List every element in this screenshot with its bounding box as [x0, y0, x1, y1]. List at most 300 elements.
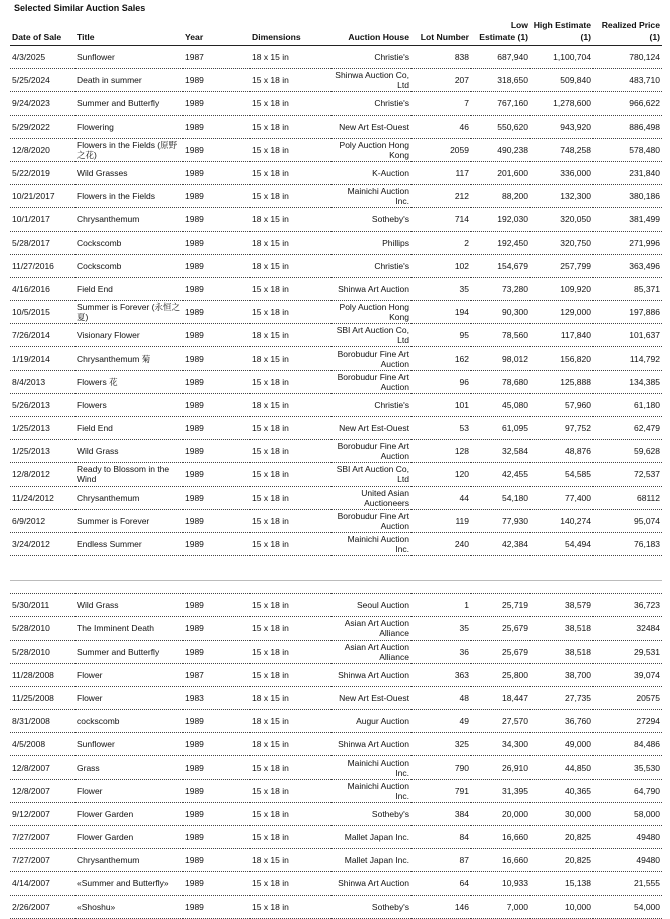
cell-date: 5/28/2017	[10, 231, 75, 254]
cell-title: Chrysanthemum	[75, 208, 183, 231]
cell-title: The Imminent Death	[75, 617, 183, 640]
cell-low-estimate: 192,030	[471, 208, 530, 231]
cell-date: 8/4/2013	[10, 370, 75, 393]
cell-lot-number: 117	[411, 161, 471, 184]
cell-dimensions: 15 x 18 in	[250, 138, 331, 161]
cell-title: Flower	[75, 686, 183, 709]
cell-lot-number: 48	[411, 686, 471, 709]
table-row	[10, 440, 662, 463]
cell-year: 1989	[183, 509, 250, 532]
cell-year: 1989	[183, 393, 250, 416]
table-row	[10, 277, 662, 300]
cell-lot-number: 102	[411, 254, 471, 277]
cell-lot-number: 36	[411, 640, 471, 663]
table-row	[10, 115, 662, 138]
cell-high-estimate: 509,840	[530, 69, 593, 92]
cell-date: 11/24/2012	[10, 486, 75, 509]
table-row	[10, 802, 662, 825]
cell-high-estimate: 54,494	[530, 532, 593, 555]
cell-year: 1989	[183, 594, 250, 617]
table-row	[10, 393, 662, 416]
cell-title: Summer is Forever	[75, 509, 183, 532]
cell-dimensions: 15 x 18 in	[250, 640, 331, 663]
cell-high-estimate: 320,750	[530, 231, 593, 254]
cell-year: 1989	[183, 802, 250, 825]
table-row	[10, 347, 662, 370]
table-row	[10, 185, 662, 208]
section-gap	[10, 556, 662, 581]
cell-auction-house: Sotheby's	[331, 802, 411, 825]
cell-lot-number: 95	[411, 324, 471, 347]
cell-lot-number: 162	[411, 347, 471, 370]
cell-date: 5/30/2011	[10, 594, 75, 617]
cell-year: 1989	[183, 710, 250, 733]
cell-lot-number: 49	[411, 710, 471, 733]
cell-date: 10/1/2017	[10, 208, 75, 231]
cell-title: Flowering	[75, 115, 183, 138]
cell-year: 1989	[183, 115, 250, 138]
cell-date: 2/26/2007	[10, 895, 75, 918]
cell-low-estimate: 154,679	[471, 254, 530, 277]
cell-title: Chrysanthemum	[75, 849, 183, 872]
cell-high-estimate: 49,000	[530, 733, 593, 756]
cell-lot-number: 46	[411, 115, 471, 138]
cell-year: 1989	[183, 185, 250, 208]
header-realized-price: Realized Price (1)	[593, 16, 662, 46]
table-row	[10, 92, 662, 115]
cell-year: 1989	[183, 532, 250, 555]
cell-realized-price: 54,000	[593, 895, 662, 918]
cell-realized-price: 36,723	[593, 594, 662, 617]
cell-date: 9/12/2007	[10, 802, 75, 825]
cell-year: 1989	[183, 138, 250, 161]
cell-low-estimate: 550,620	[471, 115, 530, 138]
cell-title: Flower Garden	[75, 802, 183, 825]
header-auction-house: Auction House	[331, 16, 411, 46]
cell-title: Endless Summer	[75, 532, 183, 555]
cell-dimensions: 15 x 18 in	[250, 69, 331, 92]
cell-auction-house: Sotheby's	[331, 208, 411, 231]
table-row	[10, 417, 662, 440]
cell-date: 4/5/2008	[10, 733, 75, 756]
cell-low-estimate: 26,910	[471, 756, 530, 779]
cell-auction-house: Mainichi Auction Inc.	[331, 185, 411, 208]
cell-dimensions: 15 x 18 in	[250, 895, 331, 918]
cell-year: 1989	[183, 895, 250, 918]
cell-realized-price: 59,628	[593, 440, 662, 463]
cell-low-estimate: 687,940	[471, 46, 530, 69]
cell-high-estimate: 38,518	[530, 640, 593, 663]
cell-auction-house: Mainichi Auction Inc.	[331, 756, 411, 779]
cell-lot-number: 2	[411, 231, 471, 254]
cell-date: 1/25/2013	[10, 417, 75, 440]
cell-dimensions: 15 x 18 in	[250, 417, 331, 440]
cell-title: Cockscomb	[75, 231, 183, 254]
cell-date: 4/14/2007	[10, 872, 75, 895]
cell-realized-price: 20575	[593, 686, 662, 709]
cell-date: 8/31/2008	[10, 710, 75, 733]
cell-realized-price: 32484	[593, 617, 662, 640]
cell-dimensions: 18 x 15 in	[250, 686, 331, 709]
cell-lot-number: 128	[411, 440, 471, 463]
cell-auction-house: New Art Est-Ouest	[331, 115, 411, 138]
cell-year: 1989	[183, 231, 250, 254]
cell-high-estimate: 156,820	[530, 347, 593, 370]
cell-low-estimate: 78,680	[471, 370, 530, 393]
cell-dimensions: 18 x 15 in	[250, 347, 331, 370]
cell-title: Sunflower	[75, 733, 183, 756]
cell-lot-number: 838	[411, 46, 471, 69]
cell-date: 4/3/2025	[10, 46, 75, 69]
cell-realized-price: 197,886	[593, 301, 662, 324]
table-row	[10, 779, 662, 802]
cell-title: Wild Grass	[75, 440, 183, 463]
cell-high-estimate: 36,760	[530, 710, 593, 733]
cell-realized-price: 72,537	[593, 463, 662, 486]
cell-dimensions: 15 x 18 in	[250, 872, 331, 895]
cell-year: 1989	[183, 617, 250, 640]
cell-realized-price: 21,555	[593, 872, 662, 895]
cell-title: Summer is Forever (永恒之夏)	[75, 301, 183, 324]
cell-dimensions: 15 x 18 in	[250, 301, 331, 324]
cell-lot-number: 64	[411, 872, 471, 895]
cell-low-estimate: 16,660	[471, 826, 530, 849]
cell-lot-number: 35	[411, 617, 471, 640]
cell-date: 7/26/2014	[10, 324, 75, 347]
cell-title: Flower	[75, 779, 183, 802]
cell-high-estimate: 40,365	[530, 779, 593, 802]
cell-lot-number: 120	[411, 463, 471, 486]
cell-year: 1983	[183, 686, 250, 709]
header-dimensions: Dimensions	[250, 16, 331, 46]
table-row	[10, 509, 662, 532]
cell-year: 1989	[183, 756, 250, 779]
cell-year: 1989	[183, 849, 250, 872]
cell-high-estimate: 27,735	[530, 686, 593, 709]
cell-auction-house: Asian Art Auction Alliance	[331, 617, 411, 640]
cell-dimensions: 15 x 18 in	[250, 277, 331, 300]
cell-high-estimate: 57,960	[530, 393, 593, 416]
cell-dimensions: 15 x 18 in	[250, 617, 331, 640]
cell-low-estimate: 34,300	[471, 733, 530, 756]
cell-title: Sunflower	[75, 46, 183, 69]
cell-realized-price: 49480	[593, 826, 662, 849]
cell-high-estimate: 15,138	[530, 872, 593, 895]
cell-auction-house: Poly Auction Hong Kong	[331, 138, 411, 161]
cell-low-estimate: 31,395	[471, 779, 530, 802]
cell-high-estimate: 30,000	[530, 802, 593, 825]
cell-date: 5/22/2019	[10, 161, 75, 184]
cell-low-estimate: 25,800	[471, 663, 530, 686]
cell-lot-number: 1	[411, 594, 471, 617]
cell-high-estimate: 109,920	[530, 277, 593, 300]
cell-auction-house: Mainichi Auction Inc.	[331, 532, 411, 555]
cell-high-estimate: 336,000	[530, 161, 593, 184]
cell-dimensions: 18 x 15 in	[250, 254, 331, 277]
cell-title: Chrysanthemum	[75, 486, 183, 509]
cell-realized-price: 64,790	[593, 779, 662, 802]
cell-low-estimate: 192,450	[471, 231, 530, 254]
cell-title: Grass	[75, 756, 183, 779]
cell-year: 1989	[183, 417, 250, 440]
table-row	[10, 756, 662, 779]
table-row	[10, 301, 662, 324]
cell-auction-house: Borobudur Fine Art Auction	[331, 509, 411, 532]
cell-realized-price: 62,479	[593, 417, 662, 440]
cell-auction-house: Christie's	[331, 393, 411, 416]
cell-auction-house: Poly Auction Hong Kong	[331, 301, 411, 324]
cell-auction-house: Shinwa Art Auction	[331, 872, 411, 895]
cell-dimensions: 18 x 15 in	[250, 733, 331, 756]
cell-date: 5/28/2010	[10, 640, 75, 663]
cell-auction-house: SBI Art Auction Co, Ltd	[331, 463, 411, 486]
cell-high-estimate: 320,050	[530, 208, 593, 231]
cell-date: 6/9/2012	[10, 509, 75, 532]
cell-year: 1989	[183, 347, 250, 370]
cell-dimensions: 15 x 18 in	[250, 463, 331, 486]
cell-high-estimate: 38,518	[530, 617, 593, 640]
cell-auction-house: Shinwa Art Auction	[331, 663, 411, 686]
cell-dimensions: 15 x 18 in	[250, 115, 331, 138]
cell-low-estimate: 318,650	[471, 69, 530, 92]
cell-low-estimate: 98,012	[471, 347, 530, 370]
header-title: Title	[75, 16, 183, 46]
cell-high-estimate: 257,799	[530, 254, 593, 277]
cell-title: Wild Grass	[75, 594, 183, 617]
cell-high-estimate: 10,000	[530, 895, 593, 918]
cell-year: 1989	[183, 208, 250, 231]
cell-title: «Shoshu»	[75, 895, 183, 918]
cell-realized-price: 381,499	[593, 208, 662, 231]
cell-date: 5/28/2010	[10, 617, 75, 640]
table-row	[10, 254, 662, 277]
cell-dimensions: 15 x 18 in	[250, 779, 331, 802]
table-row	[10, 138, 662, 161]
cell-dimensions: 15 x 18 in	[250, 663, 331, 686]
cell-date: 3/24/2012	[10, 532, 75, 555]
cell-high-estimate: 1,100,704	[530, 46, 593, 69]
table-row	[10, 208, 662, 231]
cell-date: 10/21/2017	[10, 185, 75, 208]
cell-realized-price: 49480	[593, 849, 662, 872]
cell-date: 1/19/2014	[10, 347, 75, 370]
cell-auction-house: Shinwa Art Auction	[331, 733, 411, 756]
table-row	[10, 826, 662, 849]
cell-year: 1989	[183, 486, 250, 509]
cell-realized-price: 76,183	[593, 532, 662, 555]
cell-auction-house: Shinwa Auction Co, Ltd	[331, 69, 411, 92]
cell-title: Flowers in the Fields (原野之花)	[75, 138, 183, 161]
cell-title: Wild Grasses	[75, 161, 183, 184]
cell-realized-price: 29,531	[593, 640, 662, 663]
cell-date: 5/25/2024	[10, 69, 75, 92]
table-row	[10, 594, 662, 617]
cell-realized-price: 886,498	[593, 115, 662, 138]
cell-auction-house: Shinwa Art Auction	[331, 277, 411, 300]
cell-realized-price: 35,530	[593, 756, 662, 779]
cell-dimensions: 18 x 15 in	[250, 849, 331, 872]
header-low-estimate: Low Estimate (1)	[471, 16, 530, 46]
cell-year: 1989	[183, 640, 250, 663]
cell-realized-price: 68112	[593, 486, 662, 509]
cell-year: 1989	[183, 370, 250, 393]
cell-year: 1987	[183, 46, 250, 69]
cell-dimensions: 18 x 15 in	[250, 208, 331, 231]
cell-dimensions: 18 x 15 in	[250, 231, 331, 254]
header-lot-number: Lot Number	[411, 16, 471, 46]
cell-low-estimate: 20,000	[471, 802, 530, 825]
cell-title: Visionary Flower	[75, 324, 183, 347]
cell-low-estimate: 88,200	[471, 185, 530, 208]
cell-low-estimate: 25,719	[471, 594, 530, 617]
cell-realized-price: 114,792	[593, 347, 662, 370]
cell-high-estimate: 117,840	[530, 324, 593, 347]
table-row	[10, 617, 662, 640]
cell-low-estimate: 201,600	[471, 161, 530, 184]
cell-low-estimate: 767,160	[471, 92, 530, 115]
cell-low-estimate: 490,238	[471, 138, 530, 161]
table-row	[10, 161, 662, 184]
cell-realized-price: 780,124	[593, 46, 662, 69]
cell-dimensions: 15 x 18 in	[250, 486, 331, 509]
cell-auction-house: Sotheby's	[331, 895, 411, 918]
cell-dimensions: 15 x 18 in	[250, 440, 331, 463]
cell-realized-price: 483,710	[593, 69, 662, 92]
cell-dimensions: 15 x 18 in	[250, 756, 331, 779]
cell-high-estimate: 125,888	[530, 370, 593, 393]
cell-date: 11/25/2008	[10, 686, 75, 709]
cell-year: 1989	[183, 826, 250, 849]
cell-realized-price: 85,371	[593, 277, 662, 300]
cell-auction-house: Mallet Japan Inc.	[331, 849, 411, 872]
cell-auction-house: Phillips	[331, 231, 411, 254]
cell-low-estimate: 90,300	[471, 301, 530, 324]
table-row	[10, 663, 662, 686]
cell-high-estimate: 38,700	[530, 663, 593, 686]
cell-dimensions: 15 x 18 in	[250, 509, 331, 532]
cell-title: Summer and Butterfly	[75, 640, 183, 663]
table-row	[10, 69, 662, 92]
cell-title: Flower Garden	[75, 826, 183, 849]
cell-title: Field End	[75, 277, 183, 300]
cell-year: 1989	[183, 779, 250, 802]
cell-realized-price: 95,074	[593, 509, 662, 532]
cell-lot-number: 384	[411, 802, 471, 825]
cell-lot-number: 44	[411, 486, 471, 509]
cell-low-estimate: 16,660	[471, 849, 530, 872]
cell-high-estimate: 943,920	[530, 115, 593, 138]
table-row	[10, 532, 662, 555]
header-row	[10, 16, 662, 46]
cell-realized-price: 84,486	[593, 733, 662, 756]
cell-high-estimate: 44,850	[530, 756, 593, 779]
cell-year: 1989	[183, 440, 250, 463]
cell-title: Ready to Blossom in the Wind	[75, 463, 183, 486]
table-row	[10, 231, 662, 254]
cell-year: 1989	[183, 69, 250, 92]
cell-lot-number: 2059	[411, 138, 471, 161]
cell-realized-price: 363,496	[593, 254, 662, 277]
cell-auction-house: United Asian Auctioneers	[331, 486, 411, 509]
cell-lot-number: 96	[411, 370, 471, 393]
cell-low-estimate: 18,447	[471, 686, 530, 709]
cell-dimensions: 15 x 18 in	[250, 370, 331, 393]
cell-year: 1989	[183, 463, 250, 486]
cell-date: 12/8/2020	[10, 138, 75, 161]
cell-date: 10/5/2015	[10, 301, 75, 324]
header-date: Date of Sale	[10, 16, 75, 46]
cell-lot-number: 791	[411, 779, 471, 802]
cell-realized-price: 134,385	[593, 370, 662, 393]
cell-low-estimate: 27,570	[471, 710, 530, 733]
cell-auction-house: Borobudur Fine Art Auction	[331, 347, 411, 370]
cell-title: cockscomb	[75, 710, 183, 733]
cell-auction-house: Borobudur Fine Art Auction	[331, 370, 411, 393]
cell-lot-number: 87	[411, 849, 471, 872]
cell-lot-number: 325	[411, 733, 471, 756]
cell-year: 1989	[183, 254, 250, 277]
cell-lot-number: 53	[411, 417, 471, 440]
cell-lot-number: 212	[411, 185, 471, 208]
cell-year: 1989	[183, 324, 250, 347]
cell-realized-price: 61,180	[593, 393, 662, 416]
cell-auction-house: Borobudur Fine Art Auction	[331, 440, 411, 463]
cell-auction-house: New Art Est-Ouest	[331, 686, 411, 709]
table-row	[10, 46, 662, 69]
cell-dimensions: 15 x 18 in	[250, 826, 331, 849]
cell-low-estimate: 77,930	[471, 509, 530, 532]
cell-title: Cockscomb	[75, 254, 183, 277]
cell-low-estimate: 25,679	[471, 617, 530, 640]
table-row	[10, 686, 662, 709]
cell-year: 1989	[183, 733, 250, 756]
table-row	[10, 640, 662, 663]
cell-dimensions: 15 x 18 in	[250, 802, 331, 825]
cell-dimensions: 18 x 15 in	[250, 324, 331, 347]
cell-date: 5/29/2022	[10, 115, 75, 138]
cell-dimensions: 15 x 18 in	[250, 161, 331, 184]
cell-date: 7/27/2007	[10, 826, 75, 849]
cell-year: 1989	[183, 92, 250, 115]
cell-auction-house: SBI Art Auction Co, Ltd	[331, 324, 411, 347]
cell-title: Flowers	[75, 393, 183, 416]
cell-lot-number: 101	[411, 393, 471, 416]
cell-date: 1/25/2013	[10, 440, 75, 463]
cell-lot-number: 84	[411, 826, 471, 849]
cell-dimensions: 15 x 18 in	[250, 532, 331, 555]
cell-lot-number: 207	[411, 69, 471, 92]
cell-lot-number: 714	[411, 208, 471, 231]
section-gap	[10, 581, 662, 594]
cell-auction-house: Christie's	[331, 254, 411, 277]
cell-dimensions: 15 x 18 in	[250, 594, 331, 617]
cell-low-estimate: 45,080	[471, 393, 530, 416]
cell-title: Chrysanthemum 菊	[75, 347, 183, 370]
cell-title: Death in summer	[75, 69, 183, 92]
cell-realized-price: 578,480	[593, 138, 662, 161]
cell-high-estimate: 48,876	[530, 440, 593, 463]
cell-low-estimate: 73,280	[471, 277, 530, 300]
cell-auction-house: Augur Auction	[331, 710, 411, 733]
cell-dimensions: 15 x 18 in	[250, 92, 331, 115]
cell-realized-price: 380,186	[593, 185, 662, 208]
cell-date: 12/8/2007	[10, 779, 75, 802]
cell-lot-number: 194	[411, 301, 471, 324]
cell-high-estimate: 132,300	[530, 185, 593, 208]
cell-date: 9/24/2023	[10, 92, 75, 115]
cell-dimensions: 18 x 15 in	[250, 710, 331, 733]
cell-high-estimate: 20,825	[530, 826, 593, 849]
